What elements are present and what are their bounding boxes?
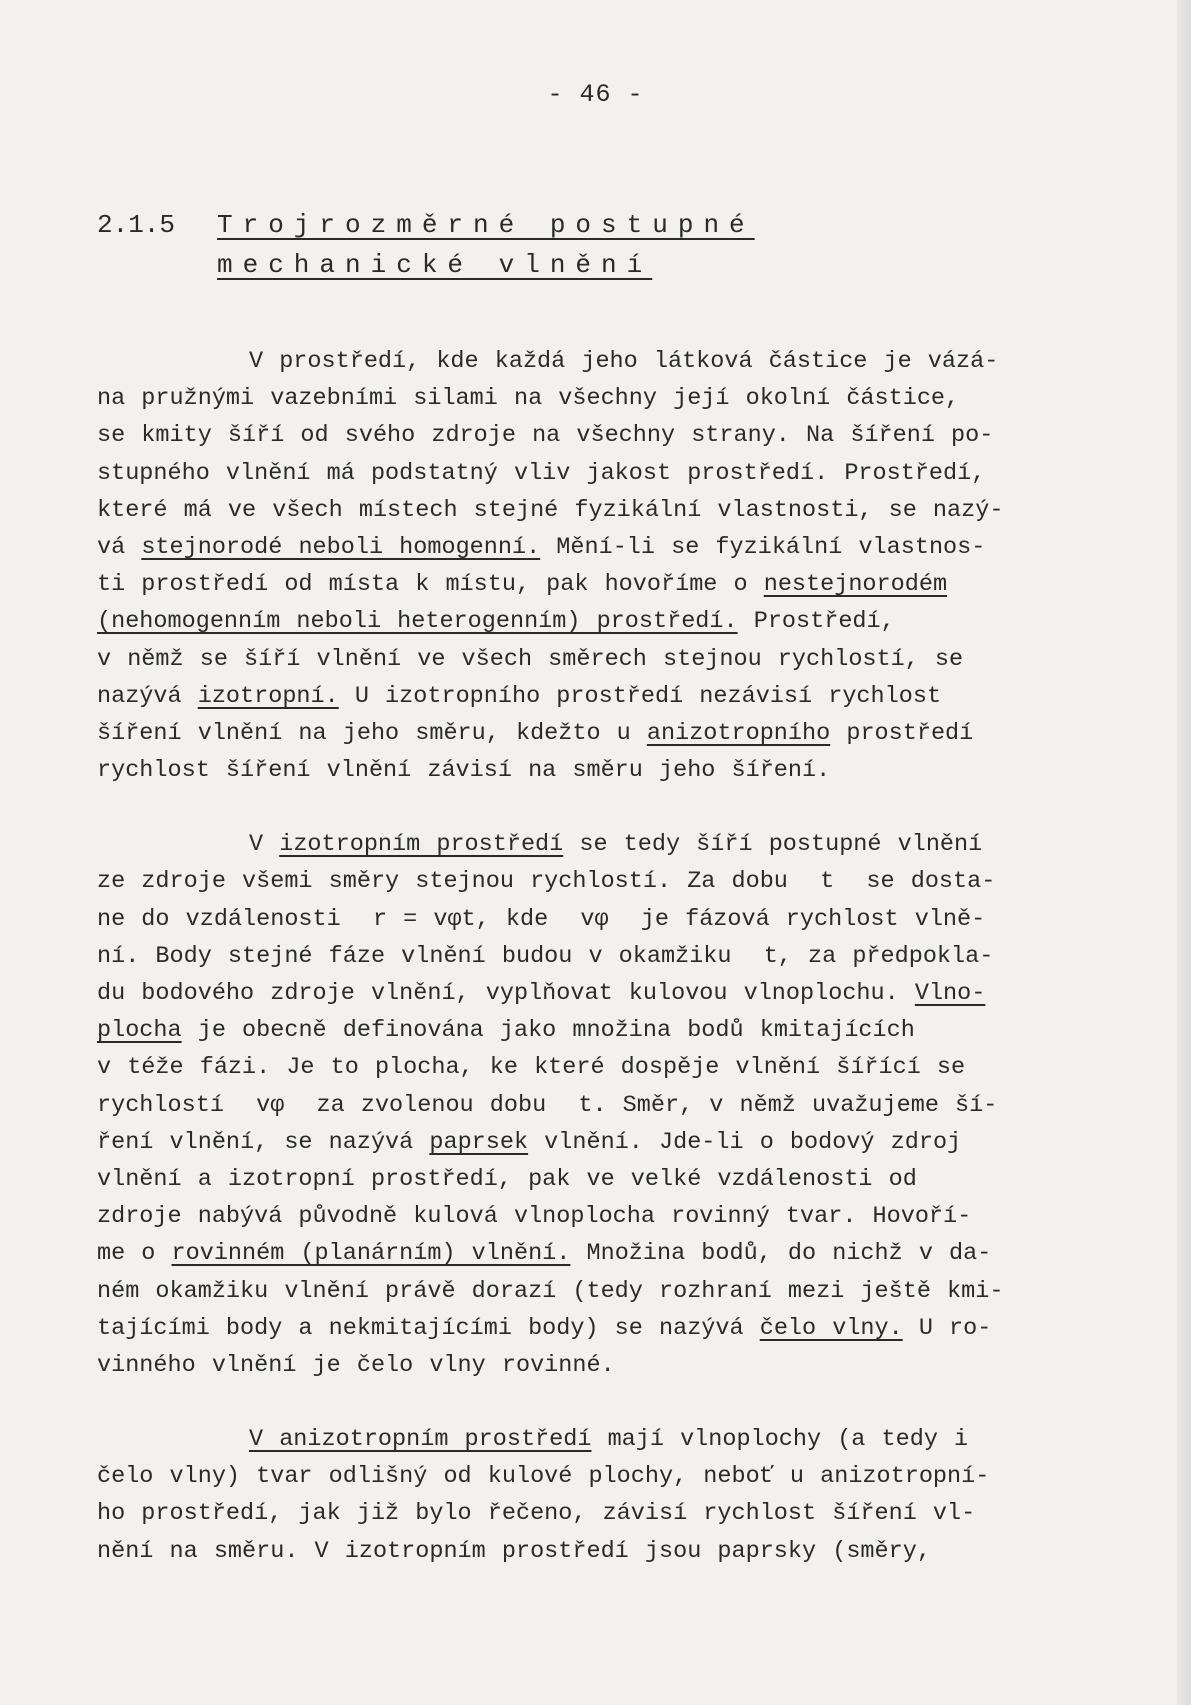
- text-segment: V: [249, 831, 280, 859]
- text-segment: rychlostí vφ za zvolenou dobu t. Směr, v němž uvažujeme ší-: [97, 1091, 998, 1119]
- text-line: [97, 715, 1107, 752]
- heading-line-2: [97, 245, 755, 285]
- heading-title-line-2: mechanické vlnění: [217, 250, 653, 280]
- text-segment: ho prostředí, jak již bylo řečeno, závisí rychlost šíření vl-: [97, 1500, 976, 1528]
- text-line: [97, 1198, 1107, 1235]
- text-segment: Prostředí,: [737, 608, 895, 636]
- text-segment: ření vlnění, se nazývá: [97, 1128, 430, 1156]
- text-segment: ném okamžiku vlnění právě dorazí (tedy rozhraní mezi ještě kmi-: [97, 1277, 1004, 1305]
- underlined-term: stejnorodé neboli homogenní.: [141, 533, 541, 561]
- text-line: [97, 1273, 1107, 1310]
- text-line: [97, 1012, 1107, 1049]
- heading-title-line-1: Trojrozměrné postupné: [217, 210, 755, 240]
- text-line: [97, 343, 1107, 380]
- text-segment: se tedy šíří postupné vlnění: [563, 831, 983, 859]
- section-heading: [97, 205, 755, 285]
- text-line: [97, 603, 1107, 640]
- text-line: [97, 1310, 1107, 1347]
- text-line: [97, 566, 1107, 603]
- text-line: [97, 1049, 1107, 1086]
- underlined-term: paprsek: [429, 1128, 529, 1156]
- text-segment: rychlost šíření vlnění závisí na směru jeho šíření.: [97, 757, 831, 785]
- text-line: [97, 492, 1107, 529]
- text-line: [97, 1161, 1107, 1198]
- text-line: [97, 975, 1107, 1012]
- paragraph: [97, 1421, 1107, 1570]
- underlined-term: nestejnorodém: [763, 571, 948, 599]
- text-line: [97, 1235, 1107, 1272]
- text-line: [97, 1458, 1107, 1495]
- text-segment: zdroje nabývá původně kulová vlnoplocha rovinný tvar. Hovoří-: [97, 1203, 972, 1231]
- text-segment: vlnění a izotropní prostředí, pak ve velké vzdálenosti od: [97, 1165, 917, 1193]
- text-segment: U ro-: [902, 1314, 992, 1342]
- text-segment: vlnění. Jde-li o bodový zdroj: [528, 1128, 962, 1156]
- text-line: [97, 641, 1107, 678]
- text-segment: v němž se šíří vlnění ve všech směrech stejnou rychlostí, se: [97, 645, 964, 673]
- page-edge: [1177, 0, 1191, 1705]
- text-segment: prostředí: [830, 719, 974, 747]
- text-segment: vá: [97, 533, 142, 561]
- underlined-term: anizotropního: [646, 719, 831, 747]
- text-segment: šíření vlnění na jeho směru, kdežto u: [97, 719, 647, 747]
- text-segment: ní. Body stejné fáze vlnění budou v okamžiku t, za předpokla-: [97, 942, 994, 970]
- text-line: [97, 529, 1107, 566]
- text-segment: nazývá: [97, 682, 198, 710]
- text-line: [97, 1124, 1107, 1161]
- text-segment: je obecně definována jako množina bodů kmitajících: [181, 1017, 915, 1045]
- text-segment: ze zdroje všemi směry stejnou rychlostí. Za dobu t se dosta-: [97, 868, 996, 896]
- paragraph: [97, 826, 1107, 1384]
- text-segment: mají vlnoplochy (a tedy i: [591, 1426, 969, 1454]
- text-line: [97, 455, 1107, 492]
- paragraph: [97, 343, 1107, 789]
- text-line: [97, 752, 1107, 789]
- text-line: [97, 1495, 1107, 1532]
- text-line: [97, 938, 1107, 975]
- text-line: [97, 678, 1107, 715]
- text-segment: nění na směru. V izotropním prostředí jsou paprsky (směry,: [97, 1537, 931, 1565]
- text-segment: na pružnými vazebními silami na všechny její okolní částice,: [97, 385, 960, 413]
- text-segment: stupného vlnění má podstatný vliv jakost prostředí. Prostředí,: [97, 459, 986, 487]
- page-number: - 46 -: [547, 80, 644, 109]
- text-segment: Množina bodů, do nichž v da-: [570, 1240, 992, 1268]
- text-segment: Mění-li se fyzikální vlastnos-: [540, 533, 986, 561]
- underlined-term: rovinném (planárním) vlnění.: [171, 1240, 571, 1268]
- text-segment: du bodového zdroje vlnění, vyplňovat kulovou vlnoplochu.: [97, 980, 915, 1007]
- text-segment: V prostředí, kde každá jeho látková částice je vázá-: [249, 348, 999, 375]
- text-line: [97, 1421, 1107, 1458]
- text-segment: tajícími body a nekmitajícími body) se nazývá: [97, 1314, 760, 1342]
- underlined-term: V anizotropním prostředí: [249, 1426, 592, 1454]
- underlined-term: Vlno-: [914, 980, 986, 1007]
- text-line: [97, 901, 1107, 938]
- underlined-term: čelo vlny.: [759, 1314, 903, 1342]
- text-line: [97, 417, 1107, 454]
- text-line: [97, 1087, 1107, 1124]
- text-line: [97, 1347, 1107, 1384]
- text-segment: čelo vlny) tvar odlišný od kulové plochy, neboť u anizotropní-: [97, 1463, 990, 1491]
- section-number: 2.1.5: [97, 210, 176, 240]
- text-line: [97, 826, 1107, 863]
- text-segment: ne do vzdálenosti r = vφt, kde vφ je fázová rychlost vlně-: [97, 905, 986, 933]
- text-segment: me o: [97, 1240, 172, 1268]
- text-line: [97, 863, 1107, 900]
- body-text: [97, 343, 1107, 1607]
- text-segment: se kmity šíří od svého zdroje na všechny strany. Na šíření po-: [97, 422, 994, 450]
- text-line: [97, 380, 1107, 417]
- text-segment: v téže fázi. Je to plocha, ke které dospěje vlnění šířící se: [97, 1054, 966, 1082]
- text-segment: vinného vlnění je čelo vlny rovinné.: [97, 1351, 615, 1379]
- underlined-term: izotropní.: [197, 682, 339, 710]
- text-line: [97, 1533, 1107, 1570]
- underlined-term: (nehomogenním neboli heterogenním) prostředí.: [97, 608, 738, 636]
- heading-line-1: [97, 205, 755, 245]
- underlined-term: plocha: [97, 1017, 182, 1045]
- text-segment: které má ve všech místech stejné fyzikální vlastnosti, se nazý-: [97, 496, 1004, 524]
- text-segment: ti prostředí od místa k místu, pak hovoříme o: [97, 571, 764, 599]
- text-segment: U izotropního prostředí nezávisí rychlost: [338, 682, 942, 710]
- underlined-term: izotropním prostředí: [279, 831, 564, 859]
